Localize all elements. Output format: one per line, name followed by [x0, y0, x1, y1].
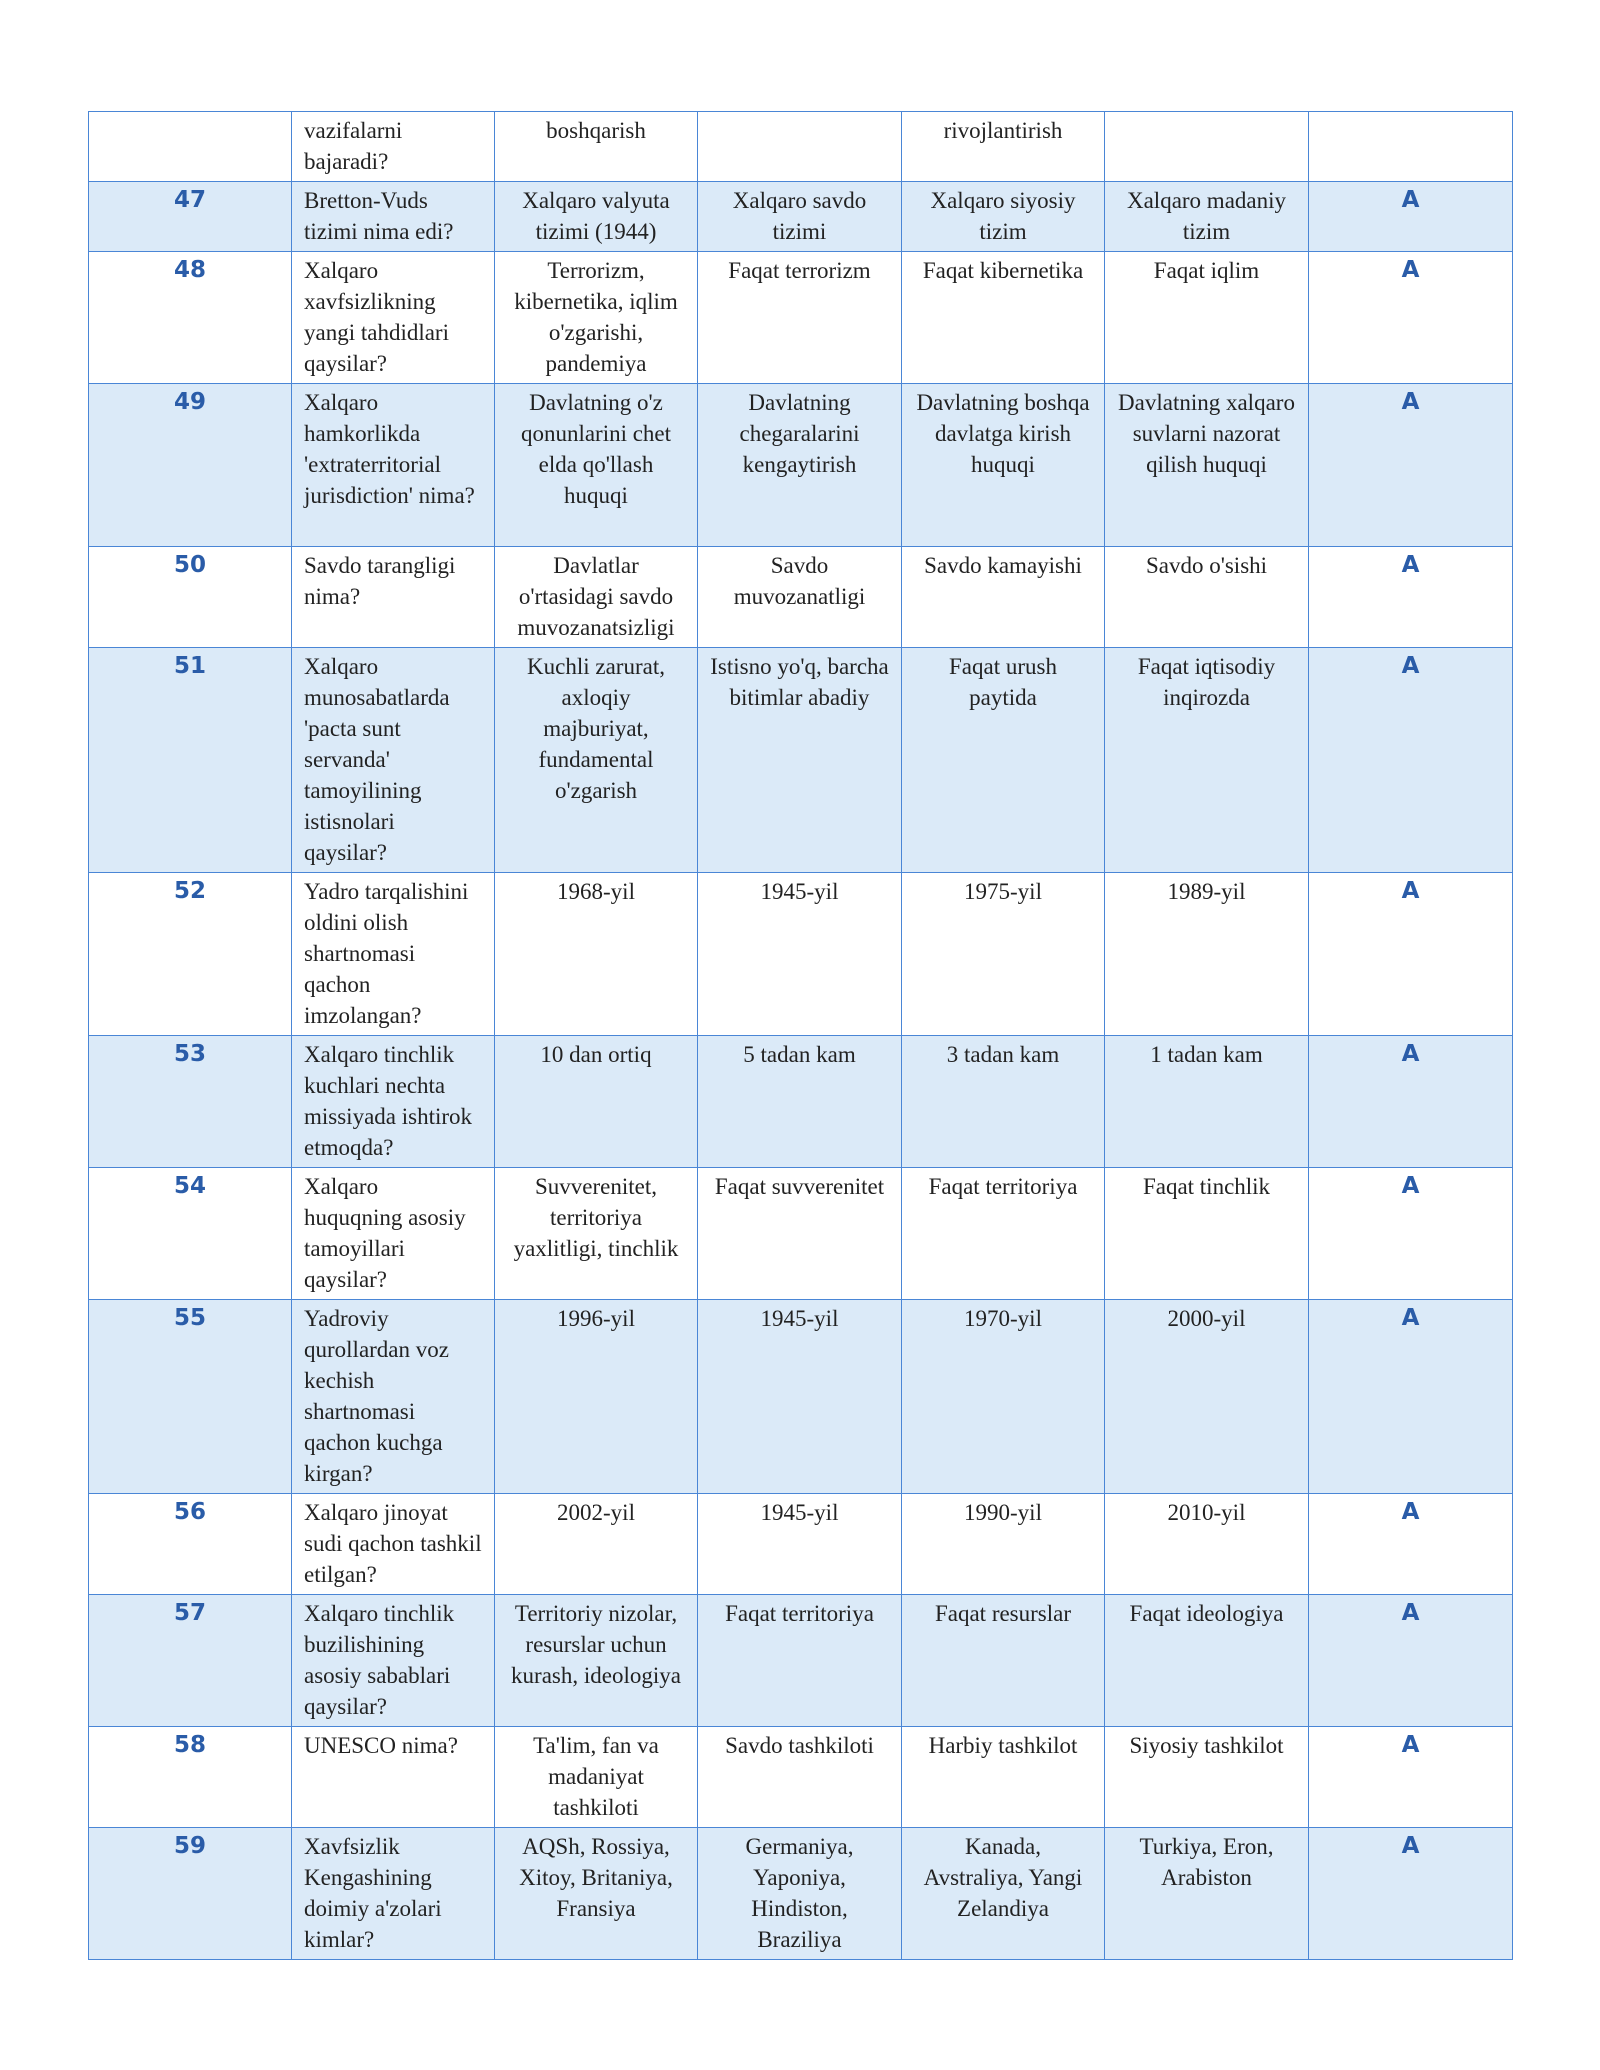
option-d: 2000-yil: [1105, 1300, 1309, 1494]
question-text: UNESCO nima?: [292, 1727, 495, 1828]
option-d: Xalqaro madaniy tizim: [1105, 182, 1309, 252]
correct-answer: A: [1309, 1494, 1513, 1595]
option-d: Siyosiy tashkilot: [1105, 1727, 1309, 1828]
question-number: 53: [89, 1036, 292, 1168]
question-number: 59: [89, 1828, 292, 1960]
question-text: Xalqaro xavfsizlikning yangi tahdidlari qaysilar?: [292, 252, 495, 384]
option-b: Savdo tashkiloti: [698, 1727, 902, 1828]
correct-answer: A: [1309, 1300, 1513, 1494]
option-c: Kanada, Avstraliya, Yangi Zelandiya: [902, 1828, 1105, 1960]
option-a: 1996-yil: [495, 1300, 698, 1494]
question-text: Xalqaro hamkorlikda 'extraterritorial jurisdiction' nima?: [292, 384, 495, 547]
option-b: Davlatning chegaralarini kengaytirish: [698, 384, 902, 547]
quiz-table: [88, 111, 1513, 1960]
correct-answer: A: [1309, 1727, 1513, 1828]
correct-answer: A: [1309, 873, 1513, 1036]
table-row: [89, 1168, 1513, 1300]
option-a: Territoriy nizolar, resurslar uchun kurash, ideologiya: [495, 1595, 698, 1727]
option-a: Davlatning o'z qonunlarini chet elda qo'llash huquqi: [495, 384, 698, 547]
quiz-table-body: [89, 112, 1513, 1960]
question-number: 57: [89, 1595, 292, 1727]
question-text: Bretton-Vuds tizimi nima edi?: [292, 182, 495, 252]
table-row: [89, 1036, 1513, 1168]
question-text: Yadroviy qurollardan voz kechish shartnomasi qachon kuchga kirgan?: [292, 1300, 495, 1494]
option-b: Istisno yo'q, barcha bitimlar abadiy: [698, 648, 902, 873]
table-row: [89, 547, 1513, 648]
option-c: Faqat urush paytida: [902, 648, 1105, 873]
option-b: Germaniya, Yaponiya, Hindiston, Braziliya: [698, 1828, 902, 1960]
option-d: Faqat ideologiya: [1105, 1595, 1309, 1727]
option-d: 2010-yil: [1105, 1494, 1309, 1595]
option-d: [1105, 112, 1309, 182]
option-c: 3 tadan kam: [902, 1036, 1105, 1168]
question-number: 48: [89, 252, 292, 384]
option-a: Davlatlar o'rtasidagi savdo muvozanatsizligi: [495, 547, 698, 648]
option-a: AQSh, Rossiya, Xitoy, Britaniya, Fransiya: [495, 1828, 698, 1960]
correct-answer: A: [1309, 182, 1513, 252]
question-number: 51: [89, 648, 292, 873]
option-b: Faqat terrorizm: [698, 252, 902, 384]
table-row: [89, 873, 1513, 1036]
option-a: 1968-yil: [495, 873, 698, 1036]
option-d: Faqat tinchlik: [1105, 1168, 1309, 1300]
table-row: [89, 252, 1513, 384]
option-a: Ta'lim, fan va madaniyat tashkiloti: [495, 1727, 698, 1828]
option-b: Xalqaro savdo tizimi: [698, 182, 902, 252]
option-c: rivojlantirish: [902, 112, 1105, 182]
option-c: Faqat territoriya: [902, 1168, 1105, 1300]
question-number: 52: [89, 873, 292, 1036]
correct-answer: A: [1309, 384, 1513, 547]
option-d: Faqat iqlim: [1105, 252, 1309, 384]
question-text: Xalqaro tinchlik buzilishining asosiy sabablari qaysilar?: [292, 1595, 495, 1727]
question-number: 54: [89, 1168, 292, 1300]
question-number: 56: [89, 1494, 292, 1595]
table-row: [89, 1828, 1513, 1960]
correct-answer: A: [1309, 252, 1513, 384]
correct-answer: A: [1309, 1828, 1513, 1960]
option-b: Faqat territoriya: [698, 1595, 902, 1727]
option-c: 1970-yil: [902, 1300, 1105, 1494]
option-d: Savdo o'sishi: [1105, 547, 1309, 648]
question-text: Xalqaro huquqning asosiy tamoyillari qaysilar?: [292, 1168, 495, 1300]
question-text: Xavfsizlik Kengashining doimiy a'zolari kimlar?: [292, 1828, 495, 1960]
correct-answer: A: [1309, 1168, 1513, 1300]
option-b: 1945-yil: [698, 873, 902, 1036]
question-number: [89, 112, 292, 182]
option-a: 10 dan ortiq: [495, 1036, 698, 1168]
correct-answer: A: [1309, 1036, 1513, 1168]
question-number: 55: [89, 1300, 292, 1494]
option-c: 1975-yil: [902, 873, 1105, 1036]
table-row: [89, 112, 1513, 182]
option-a: 2002-yil: [495, 1494, 698, 1595]
correct-answer: [1309, 112, 1513, 182]
question-number: 58: [89, 1727, 292, 1828]
option-b: Savdo muvozanatligi: [698, 547, 902, 648]
question-number: 47: [89, 182, 292, 252]
option-b: 1945-yil: [698, 1300, 902, 1494]
option-c: Davlatning boshqa davlatga kirish huquqi: [902, 384, 1105, 547]
table-row: [89, 1595, 1513, 1727]
option-c: Faqat kibernetika: [902, 252, 1105, 384]
question-number: 50: [89, 547, 292, 648]
table-row: [89, 1494, 1513, 1595]
question-text: Yadro tarqalishini oldini olish shartnomasi qachon imzolangan?: [292, 873, 495, 1036]
option-d: Davlatning xalqaro suvlarni nazorat qilish huquqi: [1105, 384, 1309, 547]
option-a: Suvverenitet, territoriya yaxlitligi, tinchlik: [495, 1168, 698, 1300]
question-number: 49: [89, 384, 292, 547]
option-b: 1945-yil: [698, 1494, 902, 1595]
option-c: Savdo kamayishi: [902, 547, 1105, 648]
table-row: [89, 1727, 1513, 1828]
table-row: [89, 648, 1513, 873]
question-text: Xalqaro munosabatlarda 'pacta sunt servanda' tamoyilining istisnolari qaysilar?: [292, 648, 495, 873]
table-row: [89, 1300, 1513, 1494]
question-text: Xalqaro tinchlik kuchlari nechta missiyada ishtirok etmoqda?: [292, 1036, 495, 1168]
option-a: Terrorizm, kibernetika, iqlim o'zgarishi, pandemiya: [495, 252, 698, 384]
option-d: Faqat iqtisodiy inqirozda: [1105, 648, 1309, 873]
option-c: Harbiy tashkilot: [902, 1727, 1105, 1828]
option-b: 5 tadan kam: [698, 1036, 902, 1168]
option-d: 1989-yil: [1105, 873, 1309, 1036]
option-c: Faqat resurslar: [902, 1595, 1105, 1727]
correct-answer: A: [1309, 1595, 1513, 1727]
option-d: Turkiya, Eron, Arabiston: [1105, 1828, 1309, 1960]
option-a: Kuchli zarurat, axloqiy majburiyat, fundamental o'zgarish: [495, 648, 698, 873]
correct-answer: A: [1309, 547, 1513, 648]
correct-answer: A: [1309, 648, 1513, 873]
question-text: Savdo tarangligi nima?: [292, 547, 495, 648]
question-text: vazifalarni bajaradi?: [292, 112, 495, 182]
table-row: [89, 384, 1513, 547]
option-b: Faqat suvverenitet: [698, 1168, 902, 1300]
option-c: Xalqaro siyosiy tizim: [902, 182, 1105, 252]
table-row: [89, 182, 1513, 252]
option-c: 1990-yil: [902, 1494, 1105, 1595]
option-d: 1 tadan kam: [1105, 1036, 1309, 1168]
question-text: Xalqaro jinoyat sudi qachon tashkil etilgan?: [292, 1494, 495, 1595]
option-a: Xalqaro valyuta tizimi (1944): [495, 182, 698, 252]
option-a: boshqarish: [495, 112, 698, 182]
option-b: [698, 112, 902, 182]
